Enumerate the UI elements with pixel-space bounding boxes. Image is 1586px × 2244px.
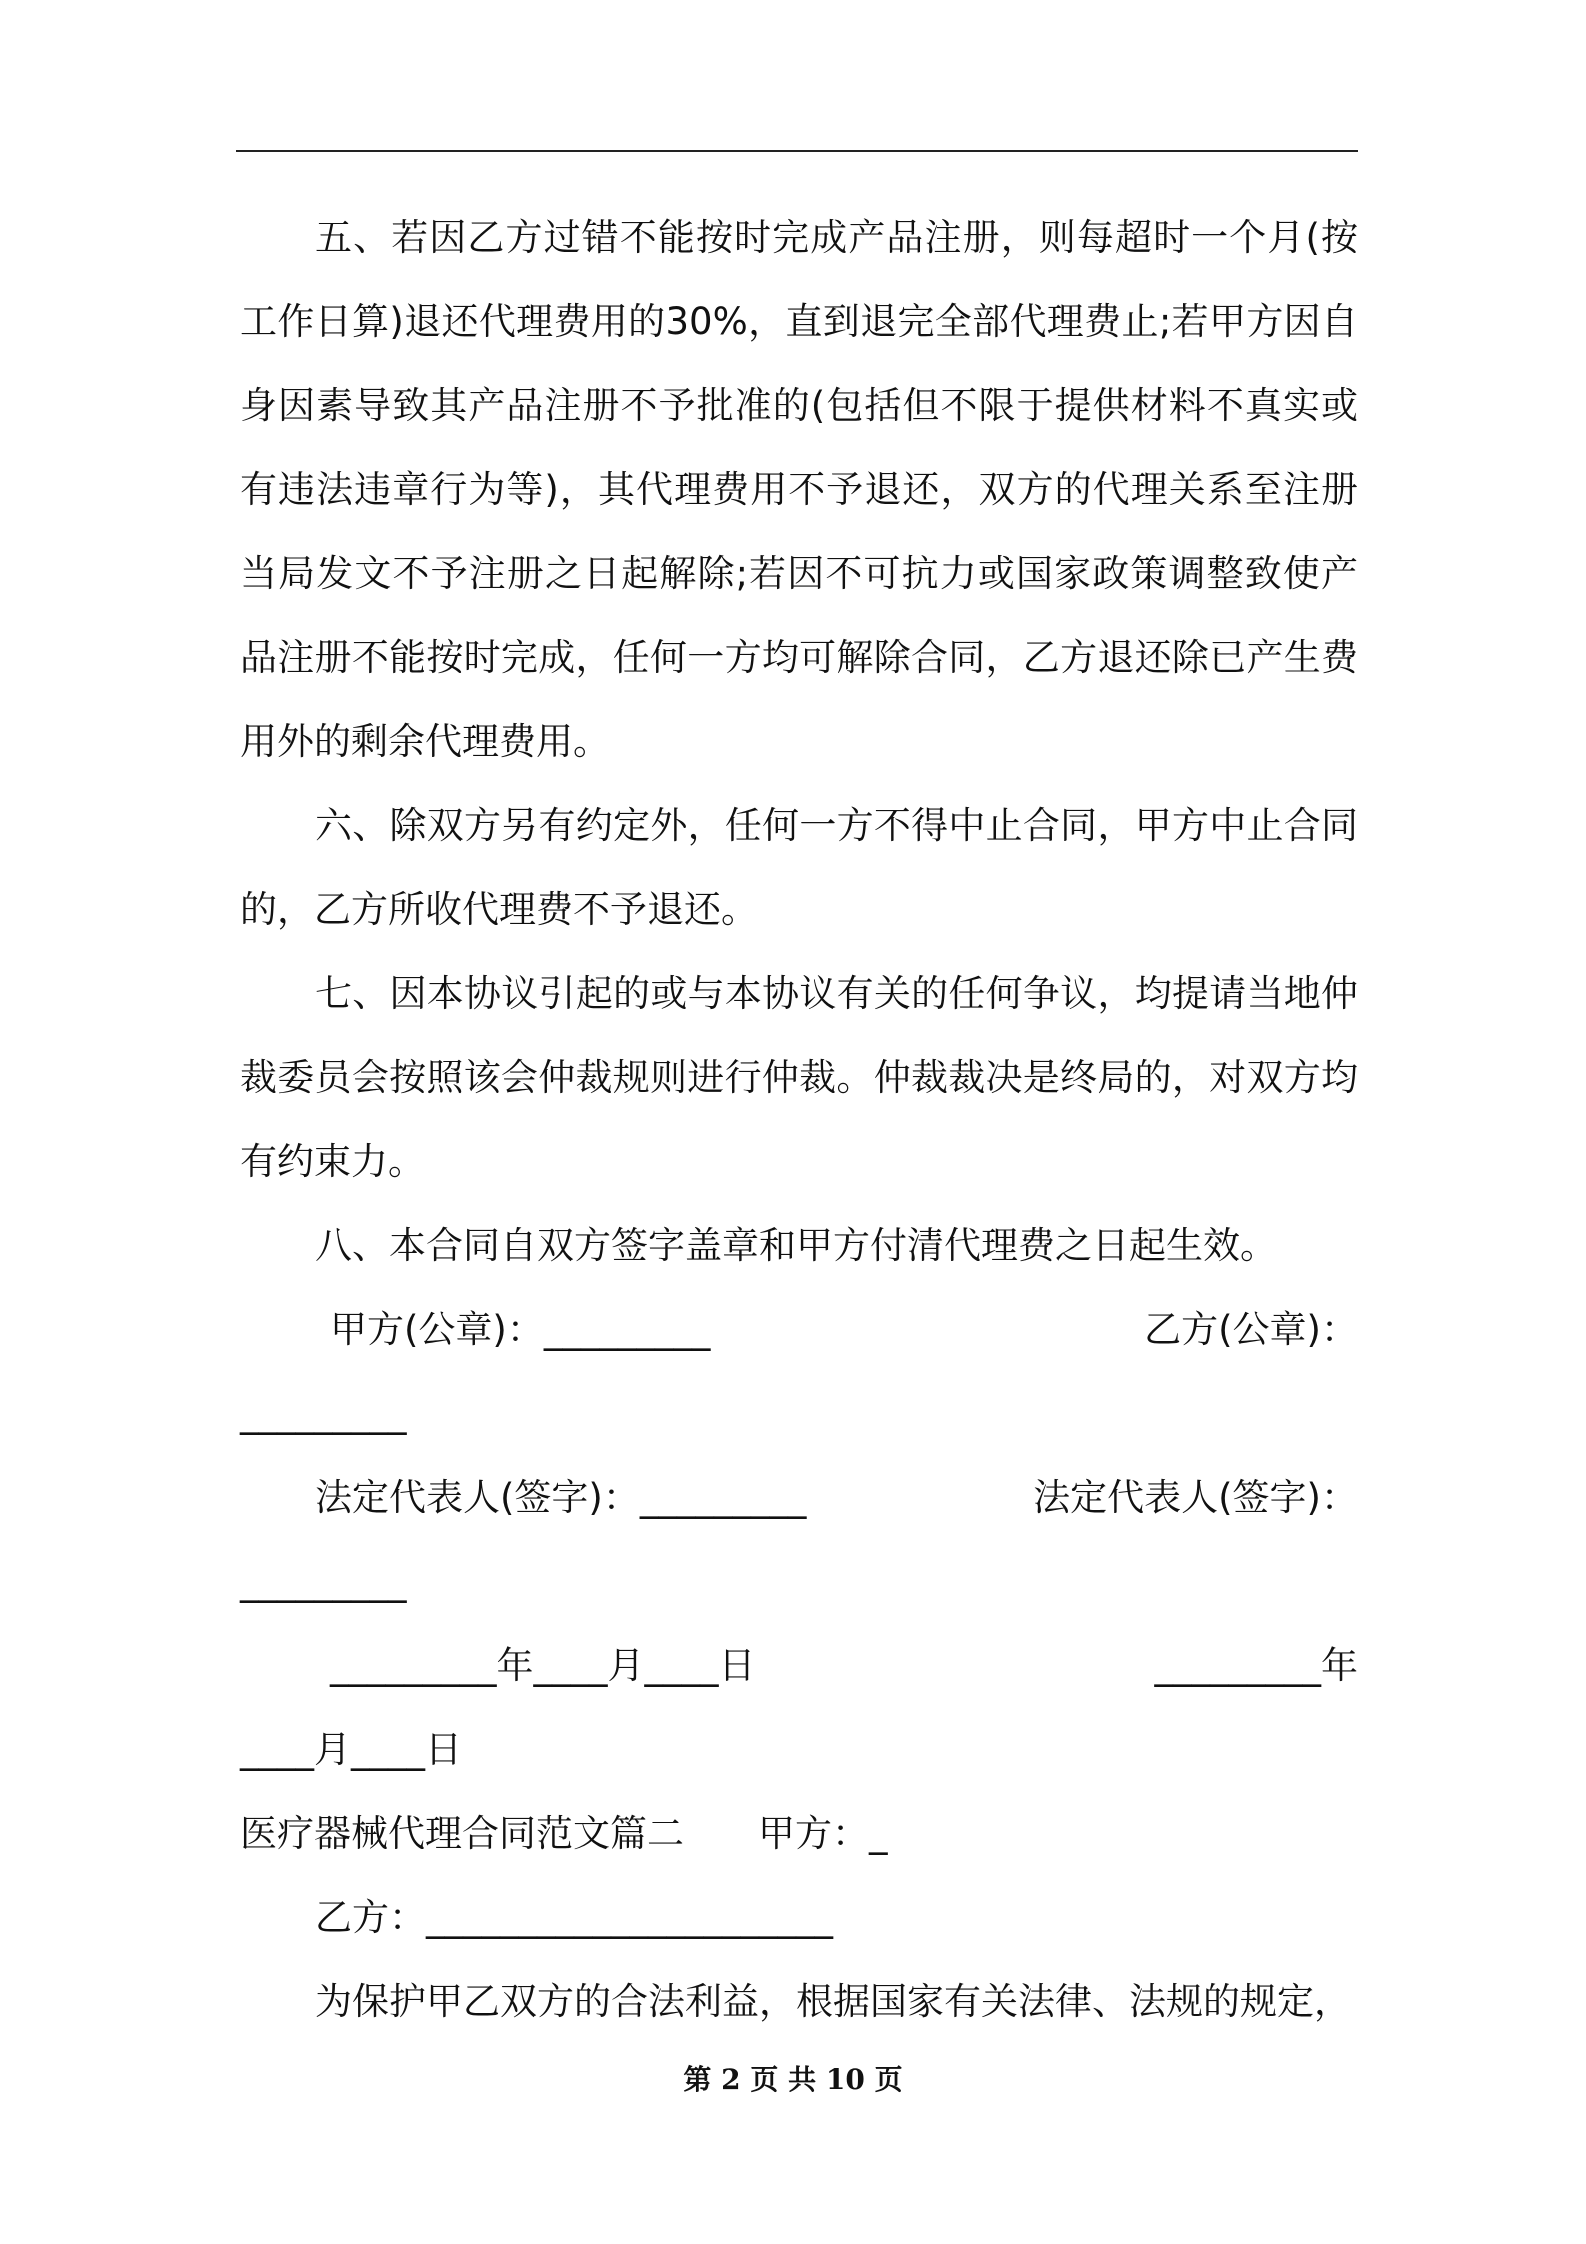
page-footer: 第 2 页 共 10 页 (683, 2063, 903, 2096)
rep-line-2 (240, 1540, 1358, 1624)
header-rule (236, 150, 1358, 152)
clause-7: 七、因本协议引起的或与本协议有关的任何争议，均提请当地仲裁委员会按照该会仲裁规则进行仲裁。仲裁裁决是终局的，对双方均有约束力。 (240, 972, 1358, 1183)
rep-a: 法定代表人(签字)：_________ (315, 1476, 807, 1519)
party-b-seal-blank: _________ (240, 1392, 407, 1435)
date-b-rest: ____月____日 (240, 1728, 462, 1771)
date-b-year: _________年 (1154, 1644, 1358, 1687)
party-a-seal: 甲方(公章)：_________ (330, 1308, 711, 1351)
clause-8: 八、本合同自双方签字盖章和甲方付清代理费之日起生效。 (315, 1224, 1277, 1267)
second-contract-title-line (240, 1792, 1358, 1876)
clause-6: 六、除双方另有约定外，任何一方不得中止合同，甲方中止合同的，乙方所收代理费不予退还。 (240, 804, 1358, 931)
document-body (240, 196, 1358, 2044)
rep-b-blank: _________ (240, 1560, 407, 1603)
second-contract-intro: 为保护甲乙双方的合法利益，根据国家有关法律、法规的规定， (315, 1980, 1351, 2023)
rep-b: 法定代表人(签字)： (1033, 1476, 1358, 1519)
rep-line (240, 1456, 1358, 1540)
date-line (240, 1624, 1358, 1708)
clause-5: 五、若因乙方过错不能按时完成产品注册，则每超时一个月(按工作日算)退还代理费用的30%，直到退完全部代理费止;若甲方因自身因素导致其产品注册不予批准的(包括但不限于提供材料不真实或有违法违章行为等)，其代理费用不予退还，双方的代理关系至注册当局发文不予注册之日起解除;若因不可抗力或国家政策调整致使产品注册不能按时完成，任何一方均可解除合同，乙方退还除已产生费用外的剩余代理费用。 (240, 216, 1358, 763)
second-contract-intro-line (240, 1960, 1358, 2044)
party-b-seal: 乙方(公章)： (1144, 1308, 1358, 1351)
seal-line (240, 1288, 1358, 1372)
second-contract-title: 医疗器械代理合同范文篇二 甲方：_ (240, 1812, 888, 1855)
date-a: _________年____月____日 (330, 1644, 756, 1687)
second-contract-party-b-line (240, 1876, 1358, 1960)
date-line-2 (240, 1708, 1358, 1792)
second-contract-party-b: 乙方：______________________ (315, 1896, 833, 1939)
seal-line-2 (240, 1372, 1358, 1456)
